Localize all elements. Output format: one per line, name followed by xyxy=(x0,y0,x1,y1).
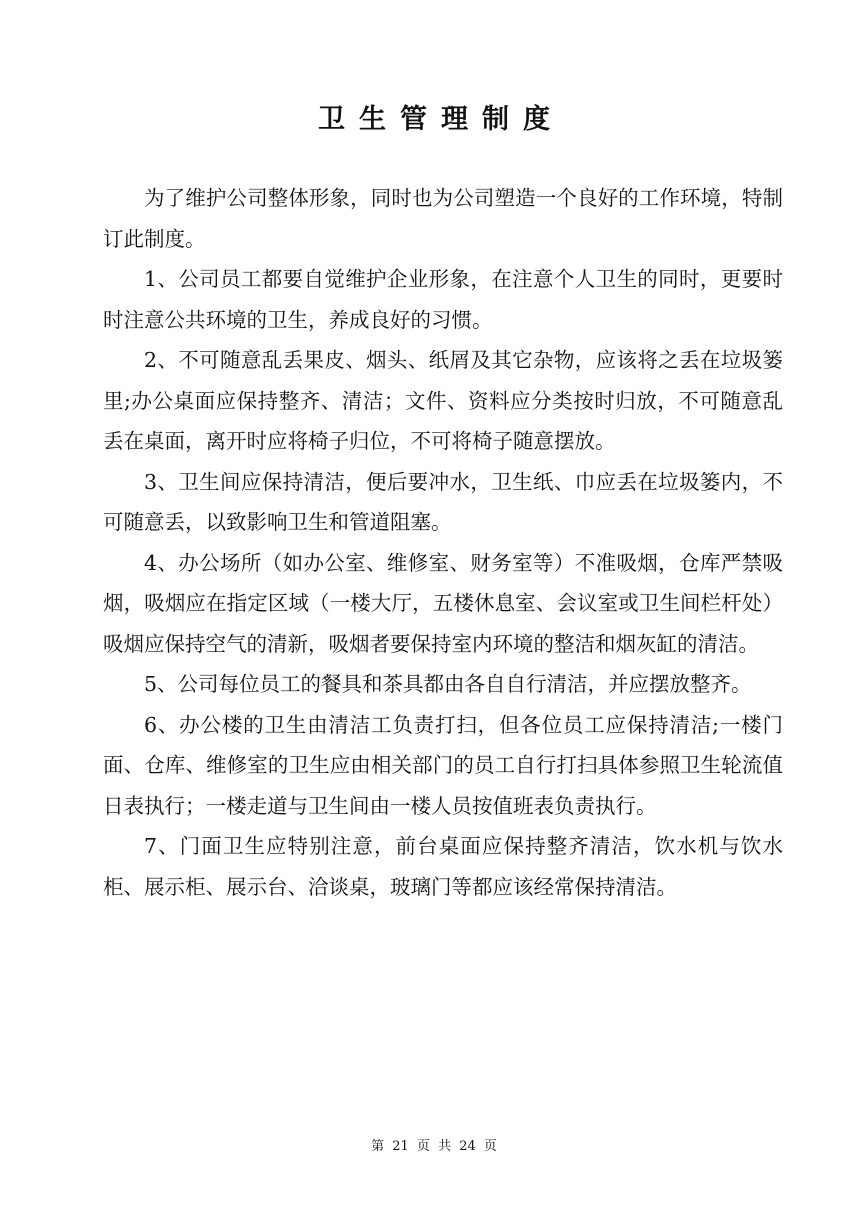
page-number-footer: 第 21 页 共 24 页 xyxy=(371,1139,497,1154)
rule-paragraph-3: 3、卫生间应保持清洁，便后要冲水，卫生纸、巾应丢在垃圾篓内，不可随意丢，以致影响卫生和管道阻塞。 xyxy=(103,469,783,534)
rule-paragraph-6: 6、办公楼的卫生由清洁工负责打扫，但各位员工应保持清洁;一楼门面、仓库、维修室的卫生应由相关部门的员工自行打扫具体参照卫生轮流值日表执行；一楼走道与卫生间由一楼人员按值班表负责执行。 xyxy=(103,712,783,818)
rule-paragraph-4: 4、办公场所（如办公室、维修室、财务室等）不准吸烟，仓库严禁吸烟，吸烟应在指定区域（一楼大厅，五楼休息室、会议室或卫生间栏杆处）吸烟应保持空气的清新，吸烟者要保持室内环境的整洁和烟灰缸的清洁。 xyxy=(103,550,783,656)
rule-paragraph-2: 2、不可随意乱丢果皮、烟头、纸屑及其它杂物，应该将之丢在垃圾篓里;办公桌面应保持整齐、清洁；文件、资料应分类按时归放，不可随意乱丢在桌面，离开时应将椅子归位，不可将椅子随意摆放。 xyxy=(103,348,783,453)
rule-paragraph-1: 1、公司员工都要自觉维护企业形象，在注意个人卫生的同时，更要时时注意公共环境的卫生，养成良好的习惯。 xyxy=(103,267,783,332)
intro-paragraph: 为了维护公司整体形象，同时也为公司塑造一个良好的工作环境，特制订此制度。 xyxy=(103,186,783,251)
document-body xyxy=(103,178,783,907)
rule-paragraph-7: 7、门面卫生应特别注意，前台桌面应保持整齐清洁，饮水机与饮水柜、展示柜、展示台、洽谈桌，玻璃门等都应该经常保持清洁。 xyxy=(103,834,783,899)
document-title: 卫生管理制度 xyxy=(318,104,564,135)
rule-paragraph-5: 5、公司每位员工的餐具和茶具都由各自自行清洁，并应摆放整齐。 xyxy=(144,672,752,696)
